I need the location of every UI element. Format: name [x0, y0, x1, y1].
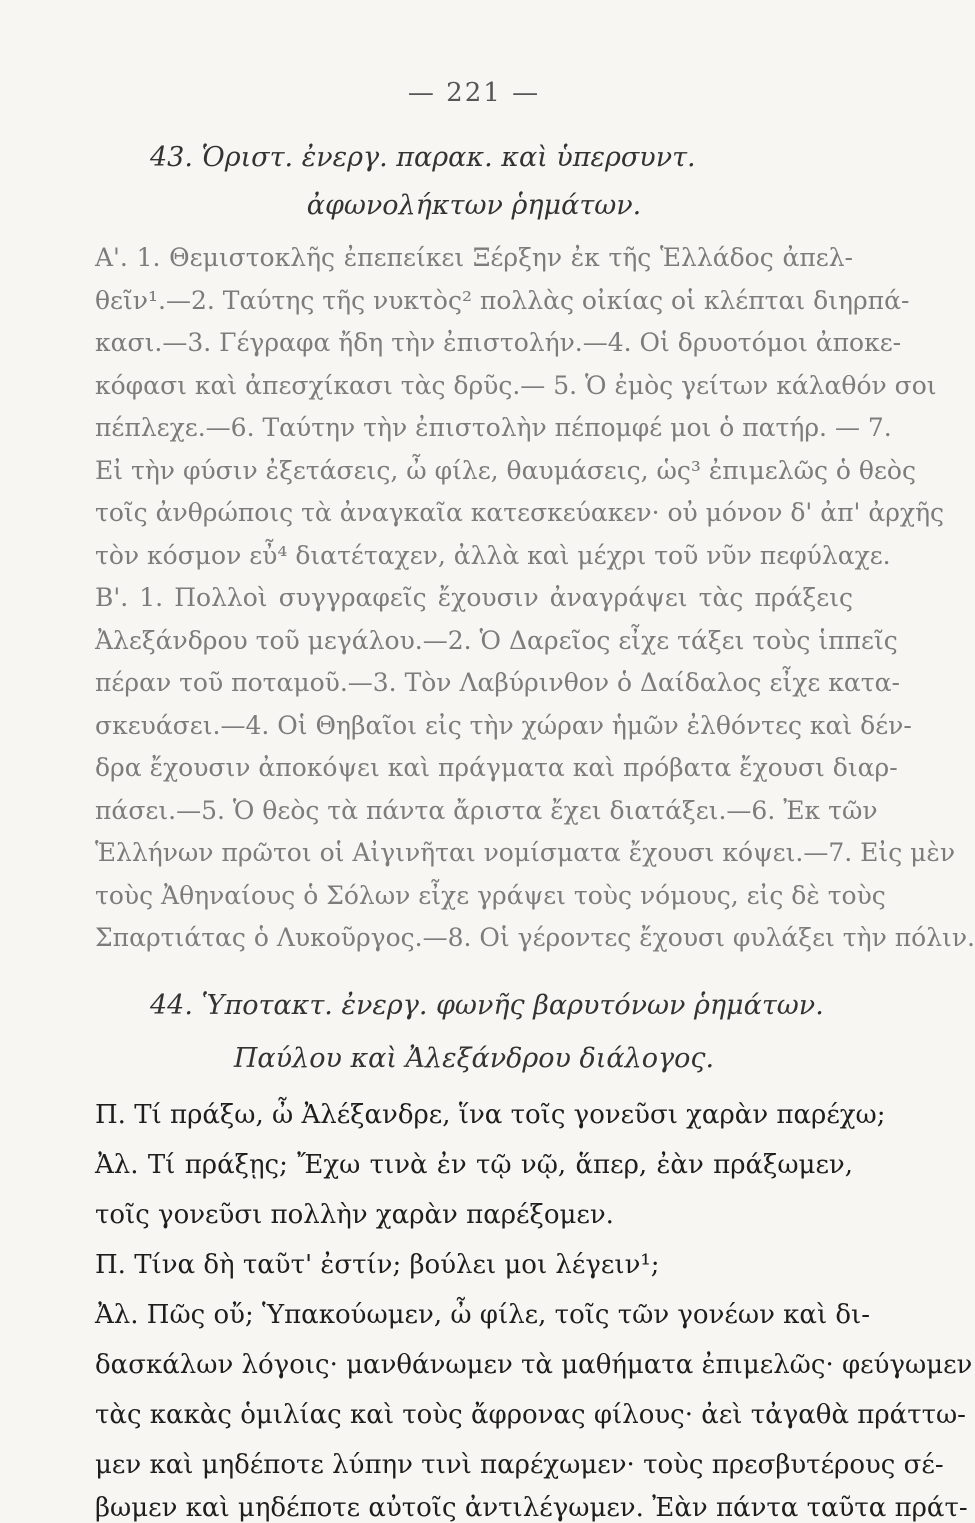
- dialogue-line: δασκάλων λόγοις· μανθάνωμεν τὰ μαθήματα ἐπιμελῶς· φεύγωμεν: [95, 1350, 973, 1380]
- section-43-heading: 43. Ὁριστ. ἐνεργ. παρακ. καὶ ὑπερσυντ.: [150, 142, 696, 173]
- text-line: τοῖς ἀνθρώποις τὰ ἀναγκαῖα κατεσκεύακεν· οὐ μόνον δ' ἀπ' ἀρχῆς: [95, 498, 945, 527]
- page-number: — 221 —: [407, 78, 541, 108]
- text-line: πάσει.—5. Ὁ θεὸς τὰ πάντα ἄριστα ἔχει διατάξει.—6. Ἐκ τῶν: [95, 796, 878, 825]
- dialogue-line: βωμεν καὶ μηδέποτε αὐτοῖς ἀντιλέγωμεν. Ἐὰν πάντα ταῦτα πράτ-: [95, 1493, 968, 1523]
- text-line: δρα ἔχουσιν ἀποκόψει καὶ πράγματα καὶ πρόβατα ἔχουσι διαρ-: [95, 753, 898, 782]
- text-line: πέραν τοῦ ποταμοῦ.—3. Τὸν Λαβύρινθον ὁ Δαίδαλος εἶχε κατα-: [95, 668, 900, 697]
- text-line: Ἀλεξάνδρου τοῦ μεγάλου.—2. Ὁ Δαρεῖος εἶχε τάξει τοὺς ἱππεῖς: [95, 626, 898, 655]
- text-line: σκευάσει.—4. Οἱ Θηβαῖοι εἰς τὴν χώραν ἡμῶν ἐλθόντες καὶ δέν-: [95, 711, 912, 740]
- dialogue-line: τοῖς γονεῦσι πολλὴν χαρὰν παρέξομεν.: [95, 1200, 614, 1230]
- dialogue-line: Π. Τίνα δὴ ταῦτ' ἐστίν; βούλει μοι λέγειν¹;: [95, 1250, 660, 1280]
- dialogue-line: τὰς κακὰς ὁμιλίας καὶ τοὺς ἄφρονας φίλους· ἀεὶ τἀγαθὰ πράττω-: [95, 1400, 966, 1430]
- dialogue-line: Ἀλ. Πῶς οὔ; Ὑπακούωμεν, ὦ φίλε, τοῖς τῶν γονέων καὶ δι-: [95, 1300, 871, 1330]
- text-line: Α'. 1. Θεμιστοκλῆς ἐπεπείκει Ξέρξην ἐκ τῆς Ἑλλάδος ἀπελ-: [95, 243, 853, 272]
- text-line: Ἑλλήνων πρῶτοι οἱ Αἰγινῆται νομίσματα ἔχουσι κόψει.—7. Εἰς μὲν: [95, 838, 956, 867]
- text-line: Β'. 1. Πολλοὶ συγγραφεῖς ἔχουσιν ἀναγράψει τὰς πράξεις: [95, 583, 853, 612]
- section-44-heading: 44. Ὑποτακτ. ἐνεργ. φωνῆς βαρυτόνων ῥημάτων.: [150, 990, 824, 1021]
- text-line: κόφασι καὶ ἀπεσχίκασι τὰς δρῦς.— 5. Ὁ ἐμὸς γείτων κάλαθόν σοι: [95, 371, 937, 400]
- dialogue-line: Ἀλ. Τί πράξῃς; Ἔχω τινὰ ἐν τῷ νῷ, ἅπερ, ἐὰν πράξωμεν,: [95, 1150, 853, 1180]
- dialogue-title: Παύλου καὶ Ἀλεξάνδρου διάλογος.: [233, 1043, 715, 1074]
- text-line: κασι.—3. Γέγραφα ἤδη τὴν ἐπιστολήν.—4. Οἱ δρυοτόμοι ἀποκε-: [95, 328, 902, 357]
- dialogue-line: Π. Τί πράξω, ὦ Ἀλέξανδρε, ἵνα τοῖς γονεῦσι χαρὰν παρέχω;: [95, 1100, 886, 1130]
- text-line: Σπαρτιάτας ὁ Λυκοῦργος.—8. Οἱ γέροντες ἔχουσι φυλάξει τὴν πόλιν.: [95, 923, 975, 952]
- text-line: πέπλεχε.—6. Ταύτην τὴν ἐπιστολὴν πέπομφέ μοι ὁ πατήρ. — 7.: [95, 413, 892, 442]
- text-line: τοὺς Ἀθηναίους ὁ Σόλων εἶχε γράψει τοὺς νόμους, εἰς δὲ τοὺς: [95, 881, 886, 910]
- text-line: τὸν κόσμον εὖ⁴ διατέταχεν, ἀλλὰ καὶ μέχρι τοῦ νῦν πεφύλαχε.: [95, 541, 891, 570]
- section-43-heading-line2: ἀφωνολήκτων ῥημάτων.: [306, 190, 642, 221]
- dialogue-line: μεν καὶ μηδέποτε λύπην τινὶ παρέχωμεν· τοὺς πρεσβυτέρους σέ-: [95, 1450, 944, 1480]
- text-line: Εἰ τὴν φύσιν ἐξετάσεις, ὦ φίλε, θαυμάσεις, ὡς³ ἐπιμελῶς ὁ θεὸς: [95, 456, 916, 485]
- text-line: θεῖν¹.—2. Ταύτης τῆς νυκτὸς² πολλὰς οἰκίας οἱ κλέπται διηρπά-: [95, 286, 910, 315]
